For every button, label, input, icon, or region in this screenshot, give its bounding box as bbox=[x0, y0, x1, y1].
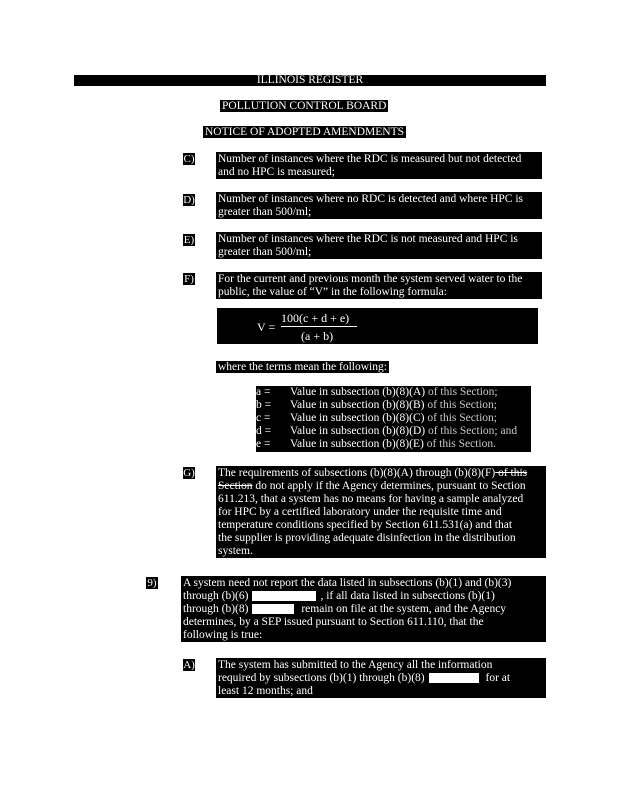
item-d-label: D) bbox=[183, 194, 195, 206]
definition-a: a = Value in subsection (b)(8)(A) of this Section; bbox=[256, 386, 498, 398]
item-e-text: Number of instances where the RDC is not measured and HPC is greater than 500/ml; bbox=[216, 232, 542, 259]
item-f-label: F) bbox=[184, 273, 194, 285]
redaction-block bbox=[252, 604, 294, 614]
item-a-text: The system has submitted to the Agency all the information required by subsections (b)(1) through (b)(8) for at least 12 months; and bbox=[216, 658, 546, 698]
definition-e: e = Value in subsection (b)(8)(E) of this Section. bbox=[256, 438, 497, 450]
item-g-text: The requirements of subsections (b)(8)(A) through (b)(8)(F) of this Section do not apply if the Agency determines, pursuant to Section 611.213, that a system has no means for having a sample analyzed for HPC by a certified laboratory under the requisite time and temperature conditions specified by Section 611.531(a) and that the supplier is providing adequate disinfection in the distribution system. bbox=[216, 466, 546, 558]
where-terms-text: where the terms mean the following: bbox=[218, 361, 387, 373]
definition-b: b = Value in subsection (b)(8)(B) of this Section; bbox=[256, 399, 497, 411]
item-c-text: Number of instances where the RDC is measured but not detected and no HPC is measured; bbox=[216, 152, 542, 179]
item-a-label: A) bbox=[183, 659, 195, 671]
board-name: POLLUTION CONTROL BOARD bbox=[222, 100, 387, 112]
redaction-block bbox=[252, 591, 316, 601]
formula-lhs: V = bbox=[257, 320, 276, 334]
definition-d: d = Value in subsection (b)(8)(D) of this Section; and bbox=[256, 425, 518, 437]
formula-denominator: (a + b) bbox=[301, 329, 334, 343]
item-f-text: For the current and previous month the system served water to the public, the value of “V” in the following formula: bbox=[216, 272, 542, 299]
formula-fraction-bar bbox=[281, 326, 357, 327]
para-9-text: A system need not report the data listed in subsections (b)(1) and (b)(3) through (b)(6) , if all data listed in subsections (b)(1) through (b)(8) remain on file at the system, and the Agency determines, by a SEP issued pursuant to Section 611.110, that the following is true: bbox=[181, 576, 546, 642]
definition-c: c = Value in subsection (b)(8)(C) of this Section; bbox=[256, 412, 497, 424]
item-d-text: Number of instances where no RDC is detected and where HPC is greater than 500/ml; bbox=[216, 192, 542, 219]
item-c-label: C) bbox=[183, 153, 195, 165]
formula-numerator: 100(c + d + e) bbox=[281, 311, 350, 325]
redaction-block bbox=[429, 673, 479, 683]
register-title: ILLINOIS REGISTER bbox=[256, 74, 364, 86]
formula-v bbox=[217, 308, 538, 344]
item-g-label: G) bbox=[183, 467, 195, 479]
definitions-list bbox=[256, 386, 531, 452]
item-e-label: E) bbox=[183, 234, 195, 246]
para-9-label: 9) bbox=[147, 577, 157, 589]
notice-title: NOTICE OF ADOPTED AMENDMENTS bbox=[205, 126, 405, 138]
